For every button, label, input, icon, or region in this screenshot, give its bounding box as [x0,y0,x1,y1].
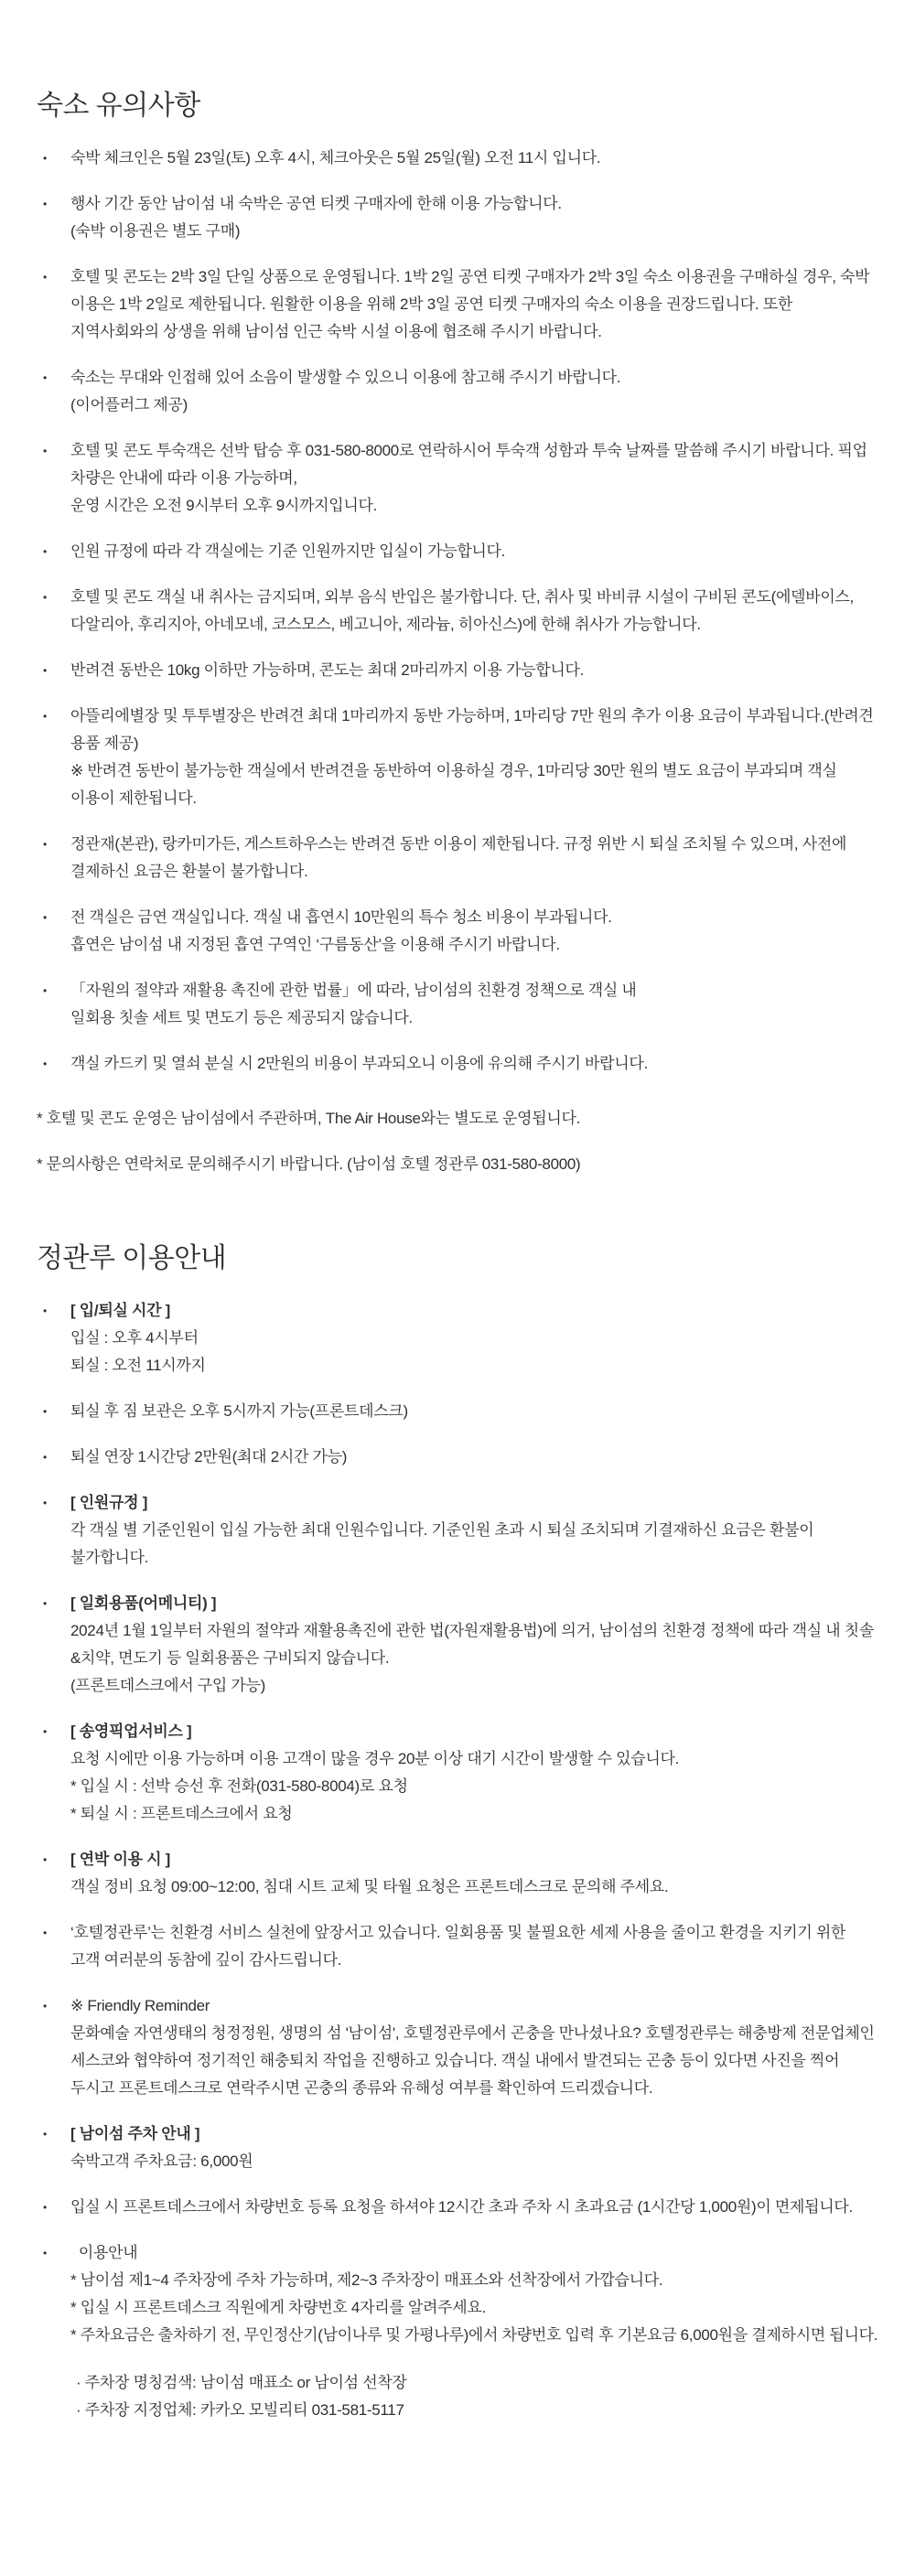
item-line: 호텔 및 콘도는 2박 3일 단일 상품으로 운영됩니다. 1박 2일 공연 티켓 구매자가 2박 3일 숙소 이용권을 구매하실 경우, 숙박 이용은 1박 2일로 제한됩니다. 원활한 이용을 위해 2박 3일 공연 티켓 구매자의 숙소 이용을 권장드립니다. 또한 지역사회와의 상생을 위해 남이섬 인근 숙박 시설 이용에 협조해 주시기 바랍니다. [70,268,870,340]
list-item [37,2120,878,2175]
item-content [70,190,878,245]
bullet-marker: • [43,984,48,997]
bullet-marker: • [43,710,48,723]
list-item [37,437,878,520]
list-item [37,1444,878,1471]
bullet-marker: • [43,1597,48,1610]
item-line: 숙박고객 주차요금: 6,000원 [70,2152,253,2170]
item-header: [ 남이섬 주차 안내 ] [70,2125,200,2142]
item-content [70,1919,878,1974]
item-line: 정관재(본관), 랑카미가든, 게스트하우스는 반려견 동반 이용이 제한됩니다. 규정 위반 시 퇴실 조치될 수 있으며, 사전에 결제하신 요금은 환불이 불가합니다. [70,835,847,880]
item-content [70,1489,878,1572]
item-line: 일회용 칫솔 세트 및 면도기 등은 제공되지 않습니다. [70,1009,413,1026]
bullet-marker: • [43,545,48,558]
item-line: 아뜰리에별장 및 투투별장은 반려견 최대 1마리까지 동반 가능하며, 1마리당 7만 원의 추가 이용 요금이 부과됩니다.(반려견 용품 제공) [70,707,874,752]
item-line: 객실 정비 요청 09:00~12:00, 침대 시트 교체 및 타월 요청은 프론트데스크로 문의해 주세요. [70,1878,669,1895]
list-item [37,263,878,346]
item-line: 요청 시에만 이용 가능하며 이용 고객이 많을 경우 20분 이상 대기 시간이 발생할 수 있습니다. [70,1750,680,1767]
item-header: [ 인원규정 ] [70,1494,148,1511]
item-line: * 입실 시 : 선박 승선 후 전화(031-580-8004)로 요청 [70,1777,408,1795]
list-item [37,1718,878,1828]
item-content [70,2239,878,2424]
item-line: * 입실 시 프론트데스크 직원에게 차량번호 4자리를 알려주세요. [70,2299,486,2316]
bullet-marker: • [43,1304,48,1317]
item-line: 운영 시간은 오전 9시부터 오후 9시까지입니다. [70,497,378,514]
item-content [70,2120,878,2175]
item-content [70,977,878,1032]
list-item [37,584,878,639]
list-item [37,1919,878,1974]
item-line: 호텔 및 콘도 투숙객은 선박 탑승 후 031-580-8000로 연락하시어 투숙객 성함과 투숙 날짜를 말씀해 주시기 바랍니다. 픽업 차량은 안내에 따라 이용 가능하며, [70,442,867,487]
section-title-lodging-notes: 숙소 유의사항 [37,91,200,121]
list-item [37,1050,878,1078]
bullet-marker: • [43,1451,48,1464]
item-content [70,1050,878,1078]
section-jeonggwallu-guide [37,1240,878,2424]
list-item [37,1398,878,1425]
item-line: 입실 시 프론트데스크에서 차량번호 등록 요청을 하셔야 12시간 초과 주차 시 초과요금 (1시간당 1,000원)이 면제됩니다. [70,2198,853,2216]
item-content [70,364,878,419]
item-content [70,538,878,565]
item-line: 퇴실 : 오전 11시까지 [70,1357,206,1374]
item-line: (숙박 이용권은 별도 구매) [70,222,241,240]
item-line: ‘호텔정관루’는 친환경 서비스 실천에 앞장서고 있습니다. 일회용품 및 불필요한 세제 사용을 줄이고 환경을 지키기 위한 고객 여러분의 동참에 깊이 감사드립니다. [70,1924,846,1969]
list-item [37,657,878,684]
list-item [37,538,878,565]
list-item [37,904,878,959]
bullet-marker: • [43,2128,48,2141]
item-line: 「자원의 절약과 재활용 촉진에 관한 법률」에 따라, 남이섬의 친환경 정책으로 객실 내 [70,982,637,999]
item-line: 반려견 동반은 10kg 이하만 가능하며, 콘도는 최대 2마리까지 이용 가능합니다. [70,661,585,679]
item-content [70,1398,878,1425]
list-item [37,145,878,172]
bullet-marker: • [43,198,48,210]
list-item [37,1846,878,1901]
footnote-line: * 호텔 및 콘도 운영은 남이섬에서 주관하며, The Air House와는 별도로 운영됩니다. [37,1110,581,1127]
list-item [37,190,878,245]
item-line: 퇴실 연장 1시간당 2만원(최대 2시간 가능) [70,1448,348,1465]
bullet-marker: • [43,1725,48,1738]
item-line: 전 객실은 금연 객실입니다. 객실 내 흡연시 10만원의 특수 청소 비용이 부과됩니다. [70,908,612,926]
list-item [37,364,878,419]
bullet-marker: • [43,1497,48,1509]
bullet-marker: • [43,152,48,165]
bullet-marker: • [43,1405,48,1418]
list-item [37,1489,878,1572]
bullet-marker: • [43,1057,48,1070]
item-line: ※ Friendly Reminder [70,1997,210,2014]
item-content [70,145,878,172]
bullet-marker: • [43,838,48,851]
item-header: [ 송영픽업서비스 ] [70,1723,192,1740]
list-item [37,831,878,886]
item-line: 퇴실 후 짐 보관은 오후 5시까지 가능(프론트데스크) [70,1402,408,1420]
item-line: 행사 기간 동안 남이섬 내 숙박은 공연 티켓 구매자에 한해 이용 가능합니다. [70,195,562,212]
item-header: [ 일회용품(어메니티) ] [70,1594,217,1612]
item-line: 각 객실 별 기준인원이 입실 가능한 최대 인원수입니다. 기준인원 초과 시 퇴실 조치되며 기결재하신 요금은 환불이 불가합니다. [70,1521,814,1566]
item-note-line: · 주차장 명칭검색: 남이섬 매표소 or 남이섬 선착장 [76,2374,407,2391]
item-content [70,1992,878,2102]
list-item [37,1297,878,1379]
item-content [70,831,878,886]
bullet-marker: • [43,2000,48,2012]
item-line: ※ 반려견 동반이 불가능한 객실에서 반려견을 동반하여 이용하실 경우, 1마리당 30만 원의 별도 요금이 부과되며 객실 이용이 제한됩니다. [70,762,837,807]
item-line: 이용안내 [70,2244,138,2261]
item-note-line: · 주차장 지정업체: 카카오 모빌리티 031-581-5117 [76,2401,404,2419]
item-content [70,1590,878,1700]
section-lodging-notes [37,88,878,1178]
item-content [70,263,878,346]
bullet-marker: • [43,445,48,457]
lodging-notice-list [37,145,878,1078]
item-content [70,1444,878,1471]
bullet-marker: • [43,911,48,924]
item-content [70,1718,878,1828]
item-content [70,703,878,812]
section-title-jeonggwallu-guide: 정관루 이용안내 [37,1243,227,1273]
bullet-marker: • [43,1927,48,1939]
lodging-footnotes [37,1105,878,1178]
item-content [70,1297,878,1379]
item-line: 숙박 체크인은 5월 23일(토) 오후 4시, 체크아웃은 5월 25일(월) 오전 11시 입니다. [70,149,601,166]
item-line: 호텔 및 콘도 객실 내 취사는 금지되며, 외부 음식 반입은 불가합니다. 단, 취사 및 바비큐 시설이 구비된 콘도(에델바이스, 다알리아, 후리지아, 아네모네, 코스모스, 베고니아, 제라늄, 히아신스)에 한해 취사가 가능합니다. [70,588,854,633]
list-item [37,2194,878,2221]
bullet-marker: • [43,2201,48,2214]
footnote-line: * 문의사항은 연락처로 문의해주시기 바랍니다. (남이섬 호텔 정관루 031-580-8000) [37,1155,581,1173]
item-content [70,437,878,520]
item-content [70,2194,878,2221]
list-item [37,2239,878,2424]
item-header: [ 입/퇴실 시간 ] [70,1302,171,1319]
item-line: 숙소는 무대와 인접해 있어 소음이 발생할 수 있으니 이용에 참고해 주시기 바랍니다. [70,369,621,386]
bullet-marker: • [43,2247,48,2259]
jeonggwallu-guide-list [37,1297,878,2424]
bullet-marker: • [43,664,48,677]
item-content [70,904,878,959]
item-header: [ 연박 이용 시 ] [70,1851,171,1868]
item-line: 문화예술 자연생태의 청정정원, 생명의 섬 '남이섬', 호텔정관루에서 곤충을 만나셨나요? 호텔정관루는 해충방제 전문업체인 세스코와 협약하여 정기적인 해충퇴치 작업을 진행하고 있습니다. 객실 내에서 발견되는 곤충 등이 있다면 사진을 찍어 두시고 프론트데스크로 연락주시면 곤충의 종류와 유해성 여부를 확인하여 드리겠습니다. [70,2024,875,2097]
bullet-marker: • [43,371,48,384]
list-item [37,977,878,1032]
item-line: 인원 규정에 따라 각 객실에는 기준 인원까지만 입실이 가능합니다. [70,542,506,560]
item-line: (이어플러그 제공) [70,396,188,413]
bullet-marker: • [43,271,48,284]
item-line: 입실 : 오후 4시부터 [70,1329,199,1347]
item-line: 흡연은 남이섬 내 지정된 흡연 구역인 ‘구름동산’을 이용해 주시기 바랍니다. [70,936,560,953]
item-line: * 퇴실 시 : 프론트데스크에서 요청 [70,1805,293,1822]
item-content [70,584,878,639]
item-line: 2024년 1월 1일부터 자원의 절약과 재활용촉진에 관한 법(자원재활용법)에 의거, 남이섬의 친환경 정책에 따라 객실 내 칫솔&치약, 면도기 등 일회용품은 구비되지 않습니다. [70,1622,875,1667]
bullet-marker: • [43,1853,48,1866]
item-content [70,657,878,684]
list-item [37,703,878,812]
item-line: 객실 카드키 및 열쇠 분실 시 2만원의 비용이 부과되오니 이용에 유의해 주시기 바랍니다. [70,1055,648,1072]
item-line: * 주차요금은 출차하기 전, 무인정산기(남이나루 및 가평나루)에서 차량번호 입력 후 기본요금 6,000원을 결제하시면 됩니다. [70,2326,878,2344]
list-item [37,1992,878,2102]
list-item [37,1590,878,1700]
item-line: * 남이섬 제1~4 주차장에 주차 가능하며, 제2~3 주차장이 매표소와 선착장에서 가깝습니다. [70,2271,663,2289]
item-content [70,1846,878,1901]
item-line: (프론트데스크에서 구입 가능) [70,1677,266,1694]
bullet-marker: • [43,591,48,604]
